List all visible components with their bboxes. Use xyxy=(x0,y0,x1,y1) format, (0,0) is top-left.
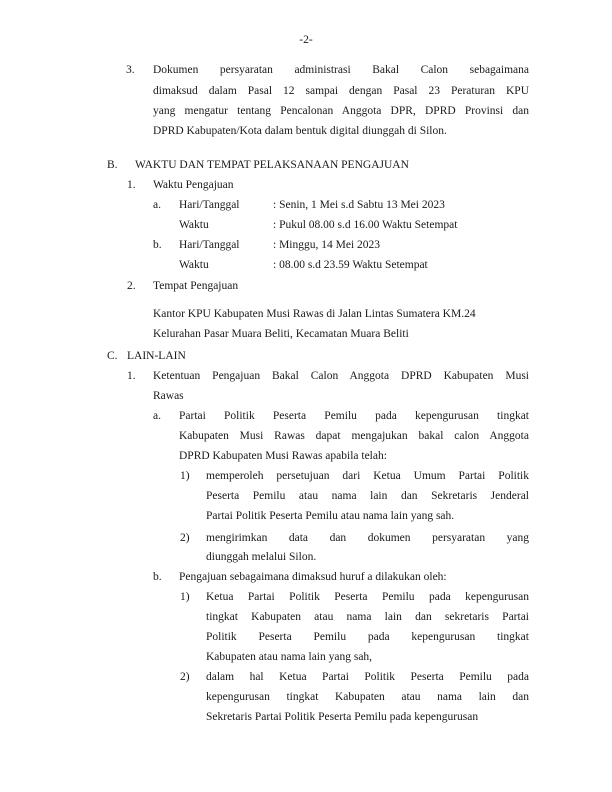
clause-a-line: Partai Politik Peserta Pemilu pada kepengurusan tingkat xyxy=(179,410,529,422)
schedule-a-marker: a. xyxy=(153,199,161,211)
clause-a-line: Kabupaten Musi Rawas dapat mengajukan bakal calon Anggota xyxy=(179,430,529,442)
clause-a-line: DPRD Kabupaten Musi Rawas apabila telah: xyxy=(179,450,387,462)
schedule-b-date-value: : Minggu, 14 Mei 2023 xyxy=(273,239,381,251)
schedule-a-time-value: : Pukul 08.00 s.d 16.00 Waktu Setempat xyxy=(273,219,458,231)
clause-a-sub1-marker: 1) xyxy=(180,470,190,482)
schedule-a-time-label: Waktu xyxy=(179,219,209,231)
clause-b-sub2-marker: 2) xyxy=(180,671,190,683)
schedule-b-time-value: : 08.00 s.d 23.59 Waktu Setempat xyxy=(273,259,428,271)
clause-a-sub2-line: mengirimkan data dan dokumen persyaratan yang xyxy=(206,532,529,544)
clause-a-sub1-line: Partai Politik Peserta Pemilu atau nama lain yang sah. xyxy=(206,510,455,522)
section-b-marker: B. xyxy=(107,159,118,171)
section-c-item1-marker: 1. xyxy=(127,370,136,382)
item-3-line: DPRD Kabupaten/Kota dalam bentuk digital diunggah di Silon. xyxy=(153,125,447,137)
clause-b-marker: b. xyxy=(153,571,162,583)
section-b-item2-title: Tempat Pengajuan xyxy=(153,280,239,292)
item-3-marker: 3. xyxy=(126,64,135,76)
clause-b-sub1-line: Politik Peserta Pemilu pada kepengurusan tingkat xyxy=(206,631,529,643)
section-c-item1-line: Ketentuan Pengajuan Bakal Calon Anggota DPRD Kabupaten Musi xyxy=(153,370,529,382)
location-line: Kantor KPU Kabupaten Musi Rawas di Jalan Lintas Sumatera KM.24 xyxy=(153,308,476,320)
clause-b-sub2-line: kepengurusan tingkat Kabupaten atau nama lain dan xyxy=(206,691,529,703)
clause-b-sub1-marker: 1) xyxy=(180,591,190,603)
page-number: -2- xyxy=(299,34,313,46)
item-3-line: dimaksud dalam Pasal 12 sampai dengan Pasal 23 Peraturan KPU xyxy=(153,85,529,97)
section-c-title: LAIN-LAIN xyxy=(127,350,186,362)
schedule-b-date-label: Hari/Tanggal xyxy=(179,239,240,251)
schedule-a-date-value: : Senin, 1 Mei s.d Sabtu 13 Mei 2023 xyxy=(273,199,445,211)
section-b-title: WAKTU DAN TEMPAT PELAKSANAAN PENGAJUAN xyxy=(135,159,409,171)
clause-b-sub1-line: Ketua Partai Politik Peserta Pemilu pada kepengurusan xyxy=(206,591,529,603)
clause-b-sub1-line: tingkat Kabupaten atau nama lain dan sekretaris Partai xyxy=(206,611,529,623)
section-b-item1-marker: 1. xyxy=(127,179,136,191)
clause-a-sub1-line: memperoleh persetujuan dari Ketua Umum Partai Politik xyxy=(206,470,529,482)
clause-a-sub2-marker: 2) xyxy=(180,532,190,544)
section-c-item1-line: Rawas xyxy=(153,390,184,402)
clause-a-marker: a. xyxy=(153,410,161,422)
clause-a-sub1-line: Peserta Pemilu atau nama lain dan Sekretaris Jenderal xyxy=(206,490,529,502)
clause-b-sub2-line: dalam hal Ketua Partai Politik Peserta Pemilu pada xyxy=(206,671,529,683)
item-3-line: Dokumen persyaratan administrasi Bakal Calon sebagaimana xyxy=(153,64,529,76)
clause-b-line: Pengajuan sebagaimana dimaksud huruf a dilakukan oleh: xyxy=(179,571,447,583)
clause-b-sub2-line: Sekretaris Partai Politik Peserta Pemilu pada kepengurusan xyxy=(206,711,479,723)
clause-a-sub2-line: diunggah melalui Silon. xyxy=(206,551,317,563)
section-b-item2-marker: 2. xyxy=(127,280,136,292)
section-b-item1-title: Waktu Pengajuan xyxy=(153,179,234,191)
schedule-b-time-label: Waktu xyxy=(179,259,209,271)
section-c-marker: C. xyxy=(107,350,118,362)
schedule-a-date-label: Hari/Tanggal xyxy=(179,199,240,211)
clause-b-sub1-line: Kabupaten atau nama lain yang sah, xyxy=(206,651,373,663)
schedule-b-marker: b. xyxy=(153,239,162,251)
location-line: Kelurahan Pasar Muara Beliti, Kecamatan Muara Beliti xyxy=(153,328,409,340)
item-3-line: yang mengatur tentang Pencalonan Anggota DPR, DPRD Provinsi dan xyxy=(153,105,529,117)
